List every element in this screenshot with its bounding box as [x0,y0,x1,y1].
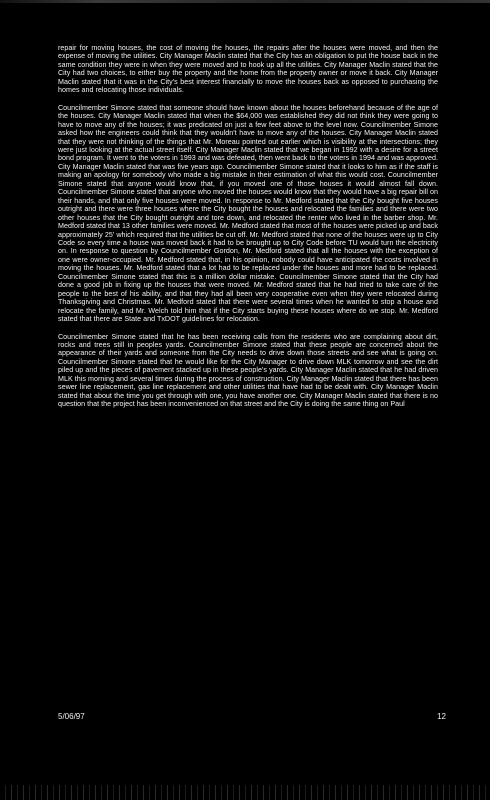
paragraph-resident-complaints: Councilmember Simone stated that he has been receiving calls from the residents who are complaining about dirt, rocks and trees still in peoples yards. Councilmember Simone stated that these people are concerned about the appearance of their yards and someone from the City needs to drive down those streets and see what is going on. Councilmember Simone stated that he would like for the City Manager to drive down MLK tomorrow and see the dirt piled up and the pieces of pavement stacked up in these people's yards. City Manager Maclin stated that he had driven MLK this morning and several times during the process of construction. City Manager Maclin stated that there has been sewer line replacement, gas line replacement and other utilities that have had to be dealt with. City Manager Maclin stated that about the time you get through with one, you have another one. City Manager Maclin stated that there is no question that the project has been inconvenienced on that street and the City is doing the same thing on Paul [58,332,438,409]
page-footer [58,712,446,721]
minutes-body [58,44,438,418]
scan-bottom-edge [0,785,490,800]
footer-page-number: 12 [437,712,446,721]
footer-date: 5/06/97 [58,712,85,721]
scan-top-edge [0,0,490,3]
paragraph-moving-costs: repair for moving houses, the cost of moving the houses, the repairs after the houses were moved, and then the expense of moving the utilities. City Manager Maclin stated that the City has an obligation to put the house back in the same condition they were in when they were moved and to hook up all the utilities. City Manager Maclin stated that the City had two choices, to either buy the property and the home from the property owner or move it back. City Manager Maclin stated that it was in the City's best interest financially to move the houses back as opposed to purchasing the homes and relocating those individuals. [58,44,438,95]
paragraph-simone-houses: Councilmember Simone stated that someone should have known about the houses beforehand because of the age of the houses. City Manager Maclin stated that when the $64,000 was established they did not think they were going to have to move any of the houses; it was predicated on just a few feet above to the level now. Councilmember Simone asked how the engineers could think that they wouldn't have to move any of the houses. City Manager Maclin stated that they were not thinking of the things that Mr. Moreau pointed out earlier which is visibility at the intersections; they were just looking at the actual street itself. City Manager Maclin stated that we began in 1992 with a desire for a street bond program. It went to the voters in 1993 and was defeated, then went back to the voters in 1994 and was approved. City Manager Maclin stated that was five years ago. Councilmember Simone stated that it looks to him as if the staff is making an apology for somebody who made a big mistake in their estimation of what this would cost. Councilmember Simone stated that anyone would know that, if you moved one of those houses it would almost fall down. Councilmember Simone stated that anyone who moved the houses would know that they would have a big repair bill on their hands, and that only five houses were moved. In response to Mr. Medford stated that the City bought five houses outright and there were three houses where the City bought the houses and relocated the families and there were two other houses that the City bought outright and tore down, and relocated the renter who lived in the barber shop. Mr. Medford stated that 13 other families were moved. Mr. Medford stated that most of the houses were picked up and back approximately 25' which required that the utilities be cut off. Mr. Medford stated that none of the houses were up to City Code so every time a house was moved back it had to be brought up to City Code before TU would turn the electricity on. In response to question by Councilmember Gordon, Mr. Medford stated that all the houses with the exception of one were owner-occupied. Mr. Medford stated that, in his opinion, nobody could have anticipated the costs involved in moving the houses. Mr. Medford stated that a lot had to be replaced under the houses and more had to be replaced. Councilmember Simone stated that this is a million dollar mistake. Councilmember Simone stated that the City had done a good job in fixing up the houses that were moved. Mr. Medford stated that he had tried to take care of the people to the best of his ability, and that they had all been very cooperative even when they were relocated during Thanksgiving and Christmas. Mr. Medford stated that there were several times when he wanted to stop a house and relocate the family, and Mr. Welch told him that if the City starts buying these houses where do we stop. Mr. Medford stated that there are State and TxDOT guidelines for relocation. [58,103,438,324]
